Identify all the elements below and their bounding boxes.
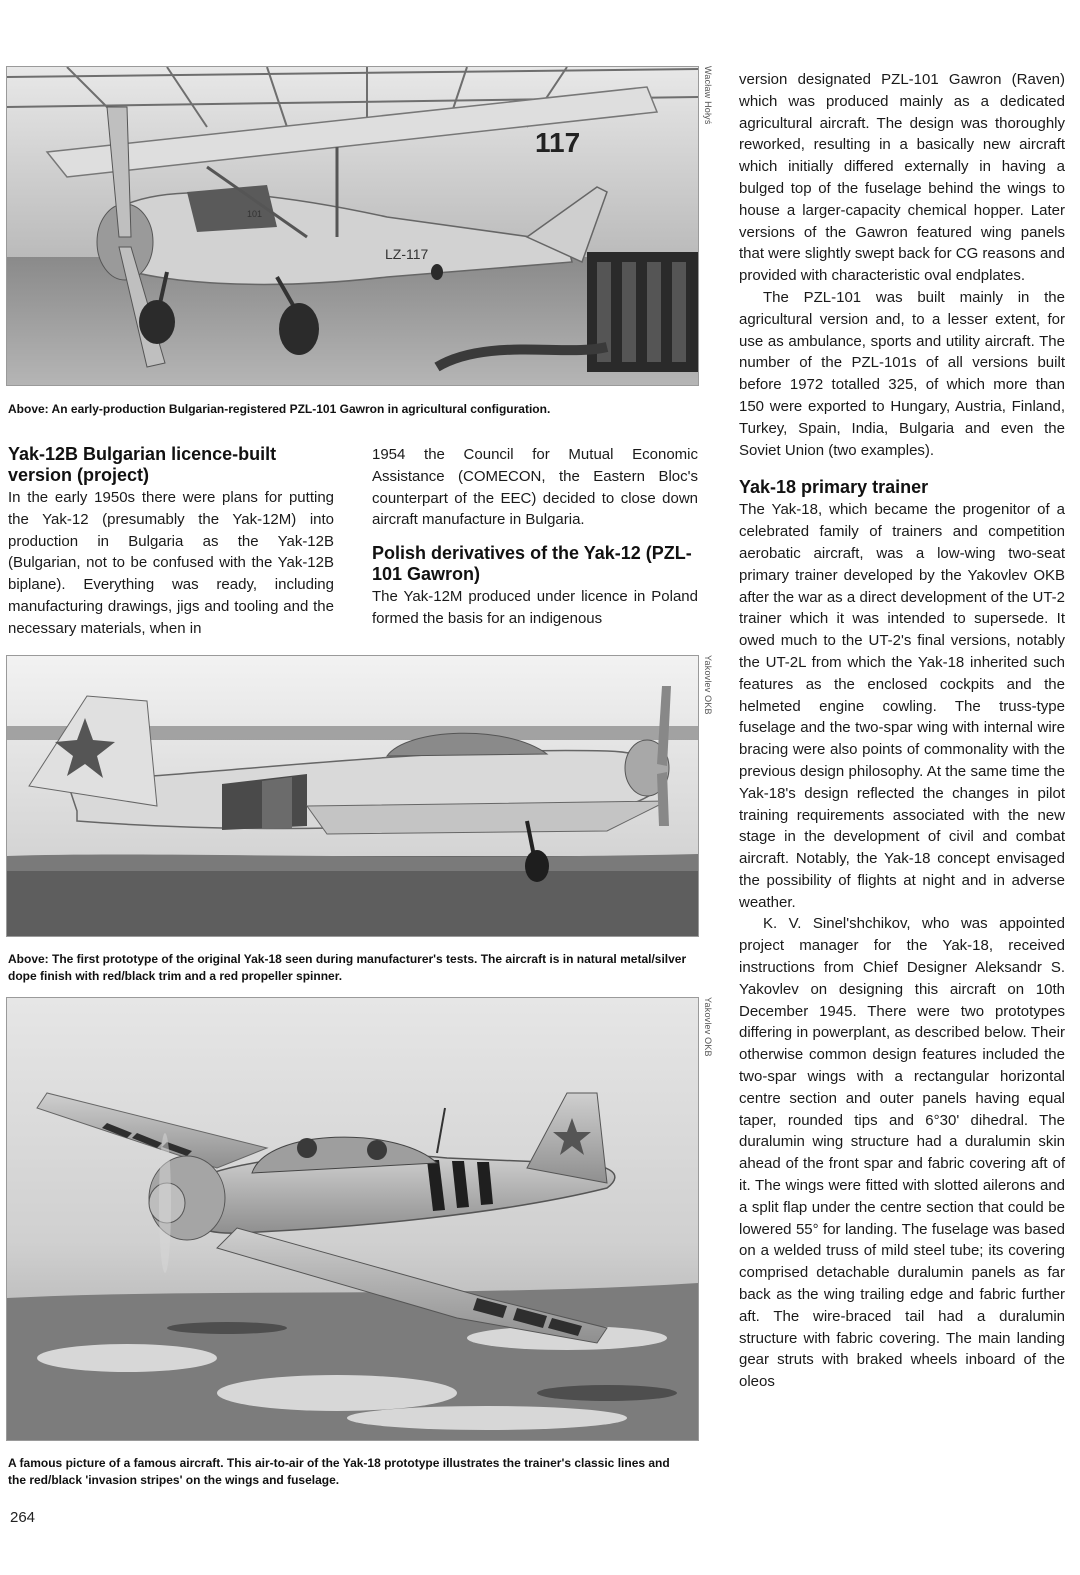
paragraph: version designated PZL-101 Gawron (Raven) which was produced mainly as a dedicated agricultural aircraft. The design was thoroughly reworked, resulting in a basically new aircraft which initially differed externally in having a bulged top of the fuselage behind the wings to house a larger-capacity chemical hopper. Later versions of the Gawron featured wing panels that were slightly swept back for CG reasons and provided with characteristic oval endplates. (739, 71, 1065, 285)
right-column (739, 69, 1065, 1393)
yak18-ground-illustration (7, 656, 698, 936)
photo-pzl101-gawron (6, 66, 699, 386)
photo-yak18-prototype-ground (6, 655, 699, 937)
cowl-number-101: 101 (247, 209, 263, 219)
section-heading: Polish derivatives of the Yak-12 (PZL-101 Gawron) (372, 543, 692, 585)
fuselage-registration: LZ-117 (385, 246, 429, 262)
section-heading: Yak-18 primary trainer (739, 477, 929, 498)
paragraph: In the early 1950s there were plans for putting the Yak-12 (presumably the Yak-12M) into production in Bulgaria as the Yak-12B (Bulgarian, not to be confused with the Yak-12B biplane). Everything was ready, including manufacturing drawings, jigs and tooling and the necessary materials, when in (8, 489, 334, 637)
page-number: 264 (10, 1509, 36, 1526)
photo-yak18-air-to-air (6, 997, 699, 1441)
yak18-air-illustration (7, 998, 698, 1440)
wing-number-117: 117 (535, 127, 581, 158)
section-heading: Yak-12B Bulgarian licence-built version (project) (8, 444, 277, 485)
photo-caption: Above: An early-production Bulgarian-registered PZL-101 Gawron in agricultural configuration. (8, 402, 551, 416)
paragraph: The Yak-12M produced under licence in Poland formed the basis for an indigenous (372, 588, 698, 627)
photo-credit: Wacław Hołyś (703, 66, 713, 125)
paragraph: The PZL-101 was built mainly in the agricultural version and, to a lesser extent, for use as ambulance, sports and utility aircraft. The number of the PZL-101s of all versions built before 1972 totalled 325, of which more than 150 were exported to Hungary, Austria, Finland, Turkey, Spain, India, Bulgaria and even the Soviet Union (two examples). (739, 288, 1065, 459)
paragraph: K. V. Sinel'shchikov, who was appointed project manager for the Yak-18, received instructions from Chief Designer Aleksandr S. Yakovlev on designing this aircraft on 10th December 1945. There were two prototypes differing in powerplant, as described below. Their otherwise common design features included the two-spar wings with a rectangular horizontal centre section and outer panels having equal taper, rounded tips and 6°30' dihedral. The duralumin wing structure had a duralumin skin ahead of the front spar and fabric covering aft of it. The wings were fitted with slotted ailerons and a split flap under the centre section that could be lowered 55° for landing. The fuselage was based on a welded truss of mild steel tube; its covering comprised detachable duralumin panels as far back as the wing trailing edge and fabric further aft. The wire-braced tail had a duralumin structure with fabric covering. The main landing gear struts with braked wheels inboard of the oleos (739, 915, 1065, 1391)
photo-caption: A famous picture of a famous aircraft. This air-to-air of the Yak-18 prototype illustrates the trainer's classic lines and the red/black 'invasion stripes' on the wings and fuselage. (8, 1456, 670, 1487)
pzl101-illustration (7, 67, 698, 385)
photo-credit: Yakovlev OKB (703, 655, 713, 715)
photo-caption: Above: The first prototype of the original Yak-18 seen during manufacturer's tests. The aircraft is in natural metal/silver dope finish with red/black trim and a red propeller spinner. (8, 952, 687, 983)
photo-credit: Yakovlev OKB (703, 997, 713, 1057)
paragraph: The Yak-18, which became the progenitor of a celebrated family of trainers and competition aerobatic aircraft, was a low-wing two-seat primary trainer developed by the Yakovlev OKB after the war as a direct development of the UT-2 trainer which it was intended to supersede. It owed much to the UT-2's final versions, notably the UT-2L from which the Yak-18 inherited such features as the enclosed cockpits and the helmeted engine cowling. The truss-type fuselage and the two-spar wing with internal wire bracing were also points of commonality with the previous design philosophy. At the same time the Yak-18's design reflected the changes in pilot training requirements associated with the new stage in the development of civil and combat aircraft. Notably, the Yak-18 concept envisaged the possibility of flights at night and in adverse weather. (739, 501, 1065, 911)
paragraph: 1954 the Council for Mutual Economic Assistance (COMECON, the Eastern Bloc's counterpart of the EEC) decided to close down aircraft manufacture in Bulgaria. (372, 446, 698, 529)
left-column (8, 444, 334, 640)
middle-column (372, 444, 698, 630)
